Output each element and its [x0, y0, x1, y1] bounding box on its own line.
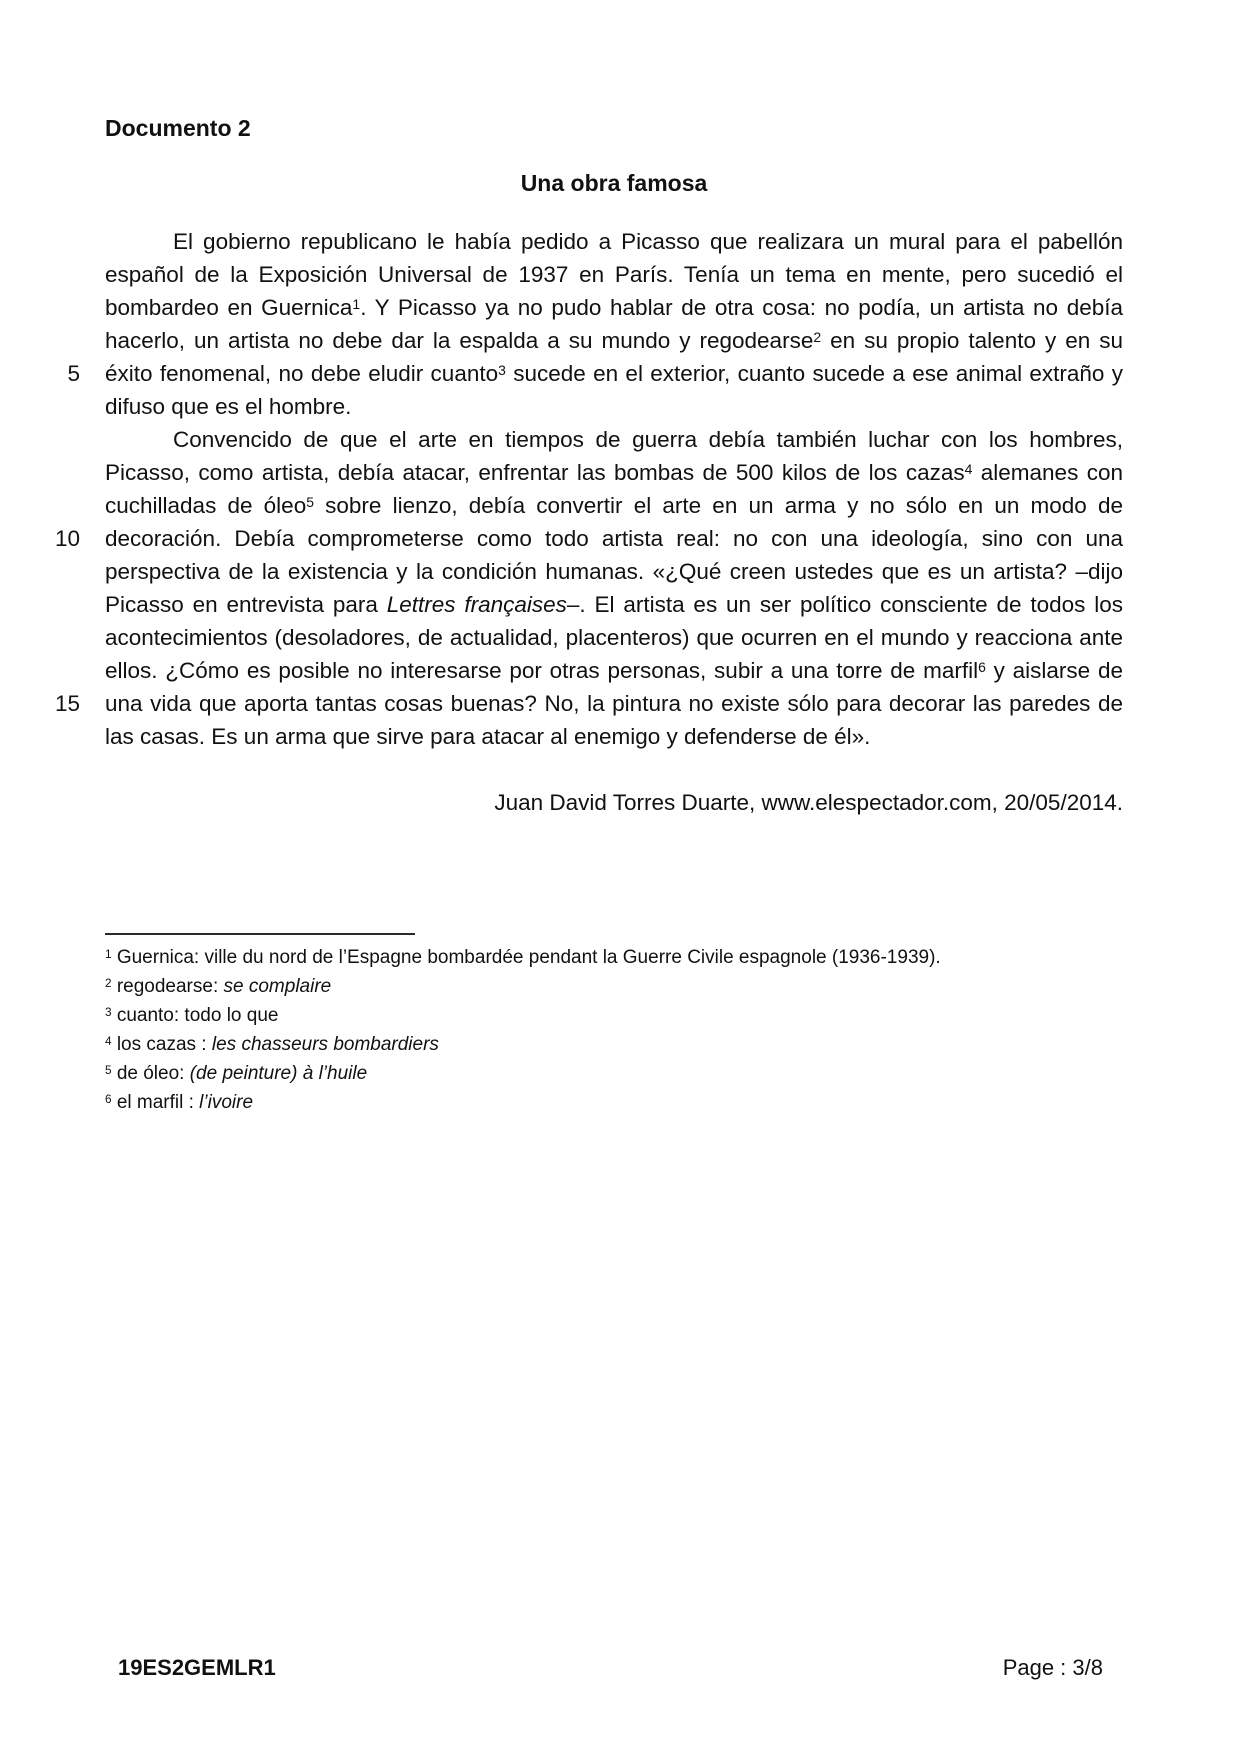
document-label: Documento 2	[105, 115, 251, 141]
page-footer	[118, 1655, 1103, 1681]
document-title: Una obra famosa	[520, 170, 708, 196]
source-attribution: Juan David Torres Duarte, www.elespectador.com, 20/05/2014.	[494, 790, 1123, 815]
footnote-separator	[105, 933, 415, 935]
footnote-1: $^1$ Guernica: ville du nord de l’Espagne bombardée pendant la Guerre Civile espagnole (1936-1939).	[105, 947, 941, 968]
document-body	[54, 225, 1124, 819]
paragraph-1: El gobierno republicano le había pedido a Picasso que realizara un mural para el pabellón español de la Exposición Universal de 1937 en París. Tenía un tema en mente, pero sucedió el bombardeo en Guernica$^1$. Y Picasso ya no pudo hablar de otra cosa: no podía, un artista no debía hacerlo, un artista no debe dar la espalda a su mundo y regodearse$^2$ en su propio talento y en su éxito fenomenal, no debe eludir cuanto$^3$ sucede en el exterior, cuanto sucede a ese animal extraño y difuso que es el hombre.	[105, 229, 1124, 419]
footnote-2: $^2$ regodearse: se complaire	[105, 976, 332, 997]
footnote-6: $^6$ el marfil : l’ivoire	[105, 1092, 254, 1113]
footnote-3: $^3$ cuanto: todo lo que	[105, 1005, 279, 1026]
margin-line-number-15: 15	[54, 691, 80, 716]
footer-page-number: Page : 3/8	[1002, 1655, 1103, 1680]
footnote-5: $^5$ de óleo: (de peinture) à l’huile	[105, 1063, 368, 1084]
footer-reference-code: 19ES2GEMLR1	[118, 1655, 276, 1680]
margin-line-number-10: 10	[54, 526, 80, 551]
paragraph-2: Convencido de que el arte en tiempos de guerra debía también luchar con los hombres, Picasso, como artista, debía atacar, enfrentar las bombas de 500 kilos de los cazas$^4$ alemanes con cuchilladas de óleo$^5$ sobre lienzo, debía convertir el arte en un arma y no sólo en un modo de decoración. Debía comprometerse como todo artista real: no con una ideología, sino con una perspectiva de la existencia y la condición humanas. «¿Qué creen ustedes que es un artista? –dijo Picasso en entrevista para Lettres françaises–. El artista es un ser político consciente de todos los acontecimientos (desoladores, de actualidad, placenteros) que ocurren en el mundo y reacciona ante ellos. ¿Cómo es posible no interesarse por otras personas, subir a una torre de marfil$^6$ y aislarse de una vida que aporta tantas cosas buenas? No, la pintura no existe sólo para decorar las paredes de las casas. Es un arma que sirve para atacar al enemigo y defenderse de él».	[105, 427, 1124, 749]
footnote-4: $^4$ los cazas : les chasseurs bombardiers	[105, 1034, 439, 1055]
margin-line-number-5: 5	[67, 361, 80, 386]
footnotes-section	[105, 933, 1123, 1117]
